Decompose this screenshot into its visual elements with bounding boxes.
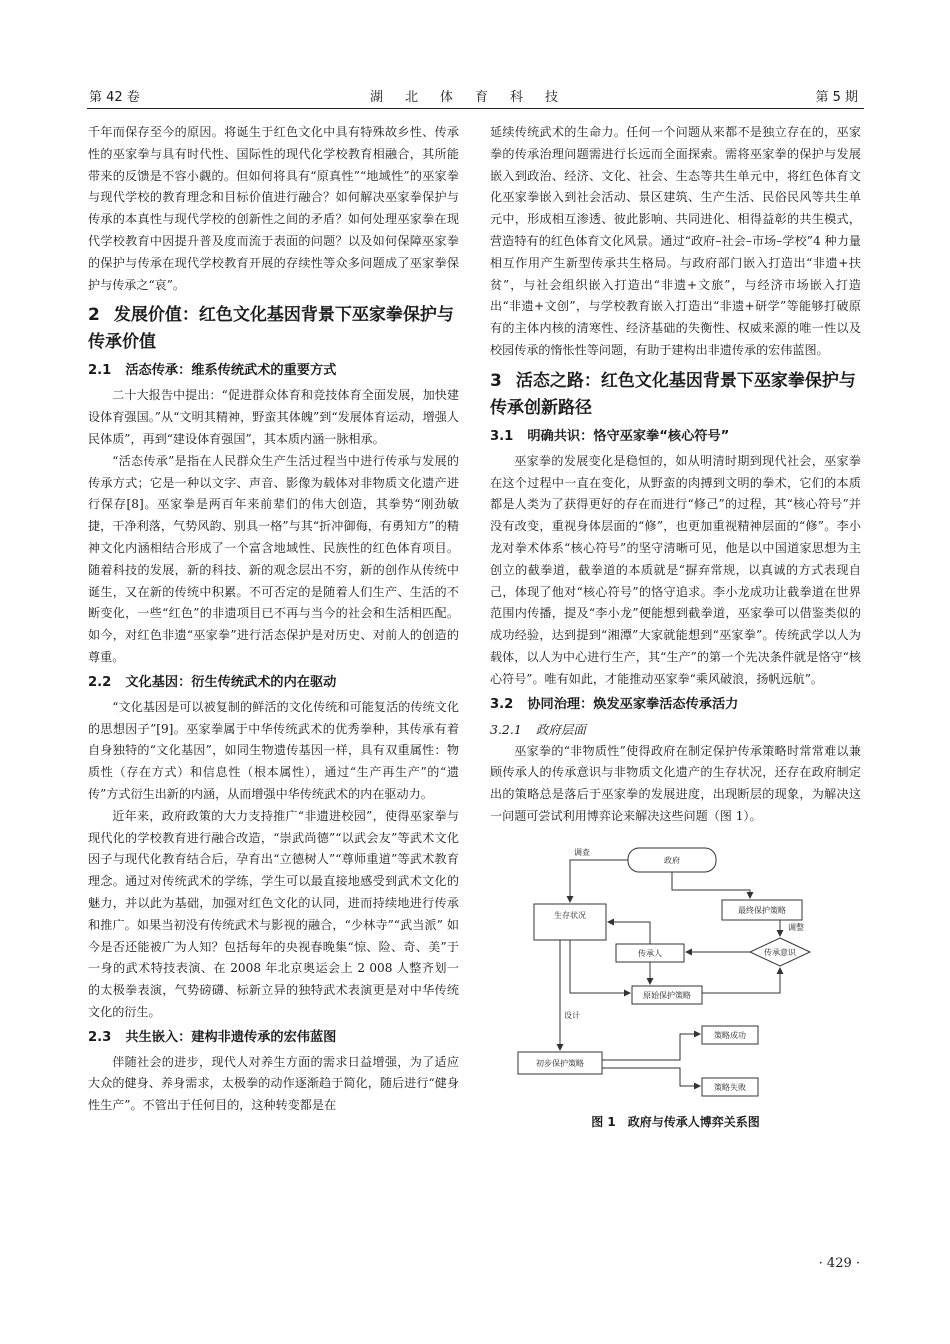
edge-label-adjust: 调整 bbox=[788, 922, 804, 932]
page-number: · 429 · bbox=[818, 1256, 860, 1271]
svg-text:策略失败: 策略失败 bbox=[714, 1082, 746, 1092]
node-strategy-fail bbox=[702, 1078, 758, 1096]
subsection-heading-3-1: 3.1 明确共识：恪守巫家拳“核心符号” bbox=[490, 428, 730, 444]
node-survival-status bbox=[534, 904, 606, 940]
issue-label: 第 5 期 bbox=[815, 90, 858, 105]
section-heading-2: 2 发展价值：红色文化基因背景下巫家拳保护与传承价值 bbox=[88, 305, 454, 353]
svg-text:初步保护策略: 初步保护策略 bbox=[536, 1058, 584, 1068]
svg-text:传承意识: 传承意识 bbox=[764, 947, 796, 957]
node-strategy-success bbox=[702, 1026, 758, 1044]
header-rule bbox=[87, 108, 864, 109]
node-original-strategy bbox=[632, 986, 702, 1004]
subsection-heading-2-2: 2.2 文化基因：衍生传统武术的内在驱动 bbox=[88, 674, 337, 690]
paragraph: “活态传承”是指在人民群众生产生活过程当中进行传承与发展的传承方式；它是一种以文字、声音、影像为载体对非物质文化遗产进行保存[8]。巫家拳是两百年来前辈们的伟大创造，其拳势“刚劲敏捷，干净利落，气势风韵、别具一格”与其“折冲御侮，有勇知方”的精神文化内涵相结合形成了一个富含地域性、民族性的红色体育项目。随着科技的发展，新的科技、新的观念层出不穷，新的创作从传统中诞生，又在新的传统中积累。不可否定的是随着人们生产、生活的不断变化，一些“红色”的非遗项目已不再与当今的社会和生活相匹配。如今，对红色非遗“巫家拳”进行活态保护是对历史、对前人的创造的尊重。 bbox=[88, 453, 459, 664]
svg-text:策略成功: 策略成功 bbox=[714, 1030, 746, 1040]
edge-label-survey: 调查 bbox=[574, 847, 590, 857]
running-header bbox=[0, 82, 950, 106]
flowchart-svg bbox=[490, 840, 861, 1108]
svg-text:政府: 政府 bbox=[664, 855, 680, 865]
node-inheritance-awareness bbox=[750, 938, 810, 966]
figure-1-flowchart bbox=[490, 840, 861, 1108]
journal-title: 湖北体育科技 bbox=[369, 90, 580, 105]
svg-text:生存状况: 生存状况 bbox=[554, 910, 586, 920]
svg-text:原始保护策略: 原始保护策略 bbox=[643, 990, 691, 1000]
subsection-heading-3-2: 3.2 协同治理：焕发巫家拳活态传承活力 bbox=[490, 696, 739, 712]
right-column bbox=[490, 122, 861, 1134]
paragraph: 近年来，政府政策的大力支持推广“非遗进校园”，使得巫家拳与现代化的学校教育进行融合改造，“崇武尚德”“以武会友”等武术文化因子与现代化教育结合后，孕育出“立德树人”“尊师重道”等武术教育理念。通过对传统武术的学练，学生可以最直接地感受到武术文化的魅力，并以此为基础，加强对红色文化的认同，进而持续地进行传承和推广。如果当初没有传统武术与影视的融合，“少林寺”“武当派” 如今是否还能被广为人知？包括每年的央视春晚集“惊、险、奇、美”于一身的武术特技表演、在 2008 年北京奥运会上 2 008 人整齐划一的太极拳表演，气势磅礴、标新立异的独特武术表演更是对中华传统文化的衍生。 bbox=[88, 808, 459, 1019]
volume-label: 第 42 卷 bbox=[89, 90, 140, 105]
node-final-strategy bbox=[722, 900, 802, 920]
subsection-heading-2-1: 2.1 活态传承：维系传统武术的重要方式 bbox=[88, 363, 337, 379]
node-inheritor bbox=[616, 944, 684, 962]
left-column bbox=[88, 122, 459, 1117]
section-heading-3: 3 活态之路：红色文化基因背景下巫家拳保护与传承创新路径 bbox=[490, 370, 856, 418]
svg-text:最终保护策略: 最终保护策略 bbox=[738, 905, 786, 915]
figure-caption: 图 1 政府与传承人博弈关系图 bbox=[591, 1114, 760, 1129]
paragraph: 巫家拳的“非物质性”使得政府在制定保护传承策略时常常难以兼顾传承人的传承意识与非物质文化遗产的生存状况，还存在政府制定出的策略总是落后于巫家拳的发展进度，出现断层的现象，为解决这一问题可尝试利用博弈论来解决这些问题（图 1）。 bbox=[490, 743, 861, 823]
node-government bbox=[628, 848, 716, 872]
paragraph: 延续传统武术的生命力。任何一个问题从来都不是独立存在的，巫家拳的传承治理问题需进行长远而全面探索。需将巫家拳的保护与发展嵌入到政治、经济、文化、社会、生态等共生单元中，将红色体育文化巫家拳嵌入到社会活动、景区建筑、生产生活、民俗民风等共生单元中，形成相互渗透、彼此影响、共同进化、相得益彰的共生模式，营造特有的红色体育文化风景。通过“政府–社会–市场–学校”4 种力量相互作用产生新型传承共生格局。与政府部门嵌入打造出“非遗+扶贫”，与社会组织嵌入打造出“非遗+文旅”，与经济市场嵌入打造出“非遗+文创”，与学校教育嵌入打造出“非遗+研学”等能够打破原有的主体内核的清寒性、经济基础的失衡性、权威来源的唯一性以及校园传承的惰怅性等问题，有助于建构出非遗传承的宏伟蓝图。 bbox=[490, 125, 861, 357]
paragraph: 巫家拳的发展变化是稳恒的，如从明清时期到现代社会，巫家拳在这个过程中一直在变化，从野蛮的肉搏到文明的拳术，它们的本质都是人类为了获得更好的存在而进行“修己”的过程，其“核心符号”并没有改变，重视身体层面的“修”，也更加重视精神层面的“修”。李小龙对拳术体系“核心符号”的坚守清晰可见，他是以中国道家思想为主创立的截拳道，截拳道的本质就是“摒弃常规，以真诚的方式表现自己，体现了他对“核心符号”的恪守追求。李小龙成功让截拳道在世界范围内传播，提及“李小龙”便能想到截拳道，巫家拳可以借鉴类似的成功经验，达到提到“湘潭”大家就能想到“巫家拳”。传统武学以人为载体，以人为中心进行生产，其“生产”的第一个先决条件就是恪守“核心符号”。唯有如此，才能推动巫家拳“乘风破浪，扬帆远航”。 bbox=[490, 453, 861, 686]
edge-label-design: 设计 bbox=[564, 1010, 580, 1020]
paragraph: “文化基因是可以被复制的鲜活的文化传统和可能复活的传统文化的思想因子”[9]。巫家拳属于中华传统武术的优秀拳种，其传承有着自身独特的“文化基因”，如同生物遗传基因一样，具有双重属性：物质性（存在方式）和信息性（根本属性），通过“生产再生产”的“遗传”方式衍生出新的内涵，从而增强中华传统武术的内在驱动力。 bbox=[88, 699, 459, 801]
subsection-heading-2-3: 2.3 共生嵌入：建构非遗传承的宏伟蓝图 bbox=[88, 1029, 337, 1045]
paragraph: 千年而保存至今的原因。将诞生于红色文化中具有特殊故乡性、传承性的巫家拳与具有时代性、国际性的现代化学校教育相融合，其所能带来的反馈是不容小觑的。但如何将具有“原真性”“地域性”的巫家拳与现代学校的教育理念和目标价值进行融合？如何解决巫家拳保护与传承的本真性与现代学校的创新性之间的矛盾？如何处理巫家拳在现代学校教育中因提升普及度而流于表面的问题？以及如何保障巫家拳的保护与传承在现代学校教育开展的存续性等众多问题成了巫家拳保护与传承之“哀”。 bbox=[88, 125, 459, 292]
node-initial-strategy bbox=[518, 1052, 602, 1074]
subsubsection-heading-3-2-1: 3.2.1 政府层面 bbox=[490, 721, 586, 737]
paragraph: 二十大报告中提出：“促进群众体育和竞技体育全面发展，加快建设体育强国。”从“文明其精神，野蛮其体魄”到“发展体育运动，增强人民体质”，再到“建设体育强国”，其本质内涵一脉相承。 bbox=[88, 388, 459, 446]
paragraph: 伴随社会的进步，现代人对养生方面的需求日益增强，为了适应大众的健身、养身需求，太极拳的动作逐渐趋于简化，随后进行“健身性生产”。不管出于任何目的，这种转变都是在 bbox=[88, 1054, 459, 1113]
svg-text:传承人: 传承人 bbox=[638, 948, 662, 958]
